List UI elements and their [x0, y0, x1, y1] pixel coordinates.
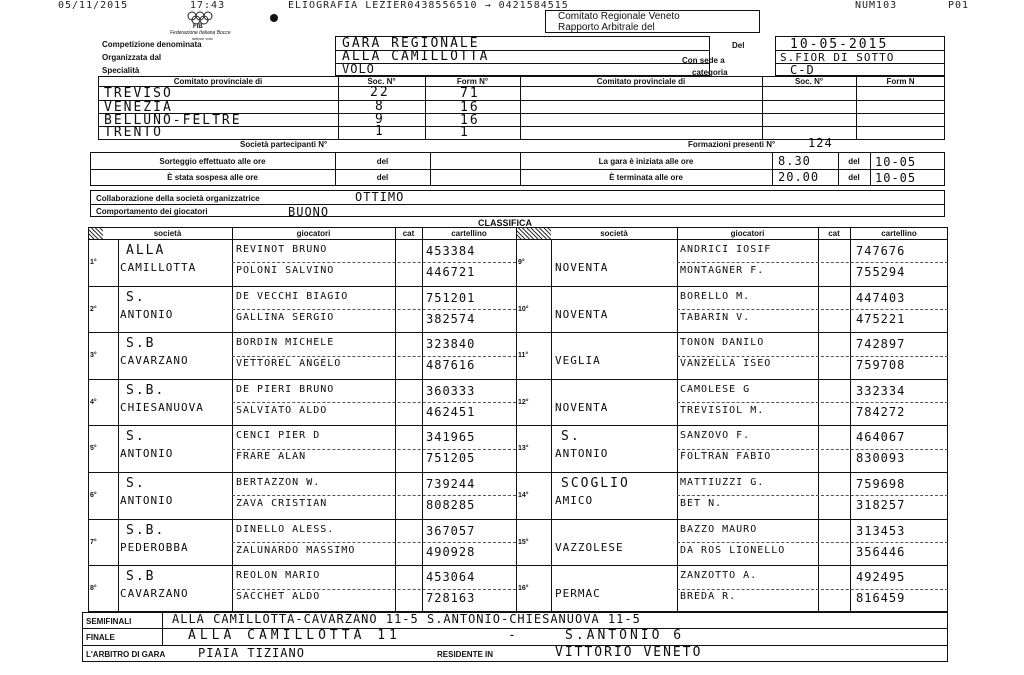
- player-1: TONON DANILO: [680, 337, 765, 349]
- cartellino-1: 492495: [856, 570, 906, 585]
- societa-line2: VEGLIA: [555, 354, 601, 368]
- province-form: 71: [460, 86, 480, 101]
- th-form-2: Form N: [886, 77, 915, 86]
- fax-header: [0, 0, 1024, 12]
- province-form: 16: [460, 113, 480, 128]
- label-del-sorteggio: del: [376, 157, 389, 166]
- societa-line2: NOVENTA: [555, 261, 609, 274]
- value-iniziata: 8.30: [778, 154, 811, 168]
- player-1: CAMOLESE G: [680, 383, 751, 395]
- position-label: 2°: [90, 305, 97, 313]
- societa-line1: S.: [126, 476, 146, 491]
- player-1: BERTAZZON W.: [236, 477, 321, 488]
- cartellino-2: 755294: [856, 265, 906, 279]
- societa-line1: S.: [126, 289, 146, 305]
- province-soc: 9: [375, 112, 385, 127]
- cartellino-1: 453384: [426, 244, 476, 258]
- cartellino-1: 341965: [426, 430, 476, 445]
- province-name: TRENTO: [104, 125, 163, 140]
- form-title-box: [545, 10, 760, 33]
- position-label: 8°: [90, 585, 97, 593]
- societa-line2: VAZZOLESE: [555, 540, 624, 554]
- societa-line2: CAVARZANO: [120, 354, 189, 368]
- player-1: BAZZO MAURO: [680, 523, 758, 535]
- cartellino-2: 751205: [426, 451, 476, 466]
- value-iniziata-del: 10-05: [875, 155, 917, 169]
- cartellino-1: 323840: [426, 337, 476, 352]
- label-semifinali: SEMIFINALI: [86, 617, 132, 626]
- cartellino-2: 462451: [426, 404, 476, 419]
- cartellino-1: 313453: [856, 523, 906, 538]
- province-form: 16: [460, 100, 480, 115]
- cartellino-1: 360333: [426, 383, 476, 398]
- th-societa-left: società: [153, 229, 182, 238]
- label-finale: FINALE: [86, 633, 115, 642]
- societa-line1: S.: [126, 429, 146, 445]
- label-sospesa: È stata sospesa alle ore: [167, 173, 258, 182]
- cartellino-2: 382574: [426, 311, 476, 326]
- player-1: BORDIN MICHELE: [236, 337, 335, 349]
- cartellino-2: 318257: [856, 498, 906, 512]
- value-finale-b: S.ANTONIO 6: [565, 628, 685, 643]
- value-comportamento: BUONO: [288, 205, 330, 219]
- province-name: TREVISO: [104, 86, 173, 101]
- th-soc-2: Soc. N°: [794, 77, 824, 86]
- label-con-sede: Con sede a: [682, 56, 725, 65]
- position-label: 1°: [90, 259, 97, 266]
- th-comitato: Comitato provinciale di: [173, 77, 263, 86]
- societa-line1: S.B.: [126, 382, 166, 398]
- position-label: 7°: [90, 538, 97, 546]
- player-2: POLONI SALVINO: [236, 265, 335, 276]
- th-soc: Soc. N°: [367, 77, 396, 86]
- province-soc: 8: [375, 99, 385, 114]
- player-2: BET N.: [680, 498, 723, 509]
- label-arbitro: L'ARBITRO DI GARA: [86, 650, 166, 659]
- position-label: 4°: [90, 398, 97, 406]
- player-2: MONTAGNER F.: [680, 265, 765, 276]
- player-1: DE VECCHI BIAGIO: [236, 290, 349, 302]
- label-collaborazione: Collaborazione della società organizzatrice: [96, 194, 260, 203]
- fax-page: P01: [948, 0, 970, 11]
- player-2: GALLINA SERGIO: [236, 311, 335, 323]
- fax-date: 05/11/2015: [58, 0, 129, 11]
- player-2: ZAVA CRISTIAN: [236, 498, 328, 509]
- fax-num: NUM103: [855, 0, 898, 11]
- position-label: 11°: [518, 352, 529, 360]
- province-form: 1: [460, 125, 470, 140]
- value-finale-a: ALLA CAMILLOTTA 11: [188, 628, 401, 643]
- title-line2: Rapporto Arbitrale del: [558, 22, 655, 33]
- player-1: ANDRICI IOSIF: [680, 244, 772, 255]
- value-finale-dash: -: [508, 628, 518, 643]
- cartellino-2: 816459: [856, 591, 906, 606]
- value-terminata: 20.00: [778, 170, 820, 184]
- cartellino-2: 728163: [426, 591, 476, 606]
- player-2: ZALUNARDO MASSIMO: [236, 544, 356, 556]
- th-form: Form N°: [456, 77, 489, 86]
- label-del-iniziata: del: [848, 157, 860, 166]
- player-1: MATTIUZZI G.: [680, 477, 765, 488]
- cartellino-1: 447403: [856, 290, 906, 305]
- player-1: REVINOT BRUNO: [236, 244, 328, 255]
- position-label: 12°: [518, 398, 529, 406]
- cartellino-1: 747676: [856, 244, 906, 258]
- societa-line2: CHIESANUOVA: [120, 400, 204, 414]
- cartellino-2: 475221: [856, 311, 906, 326]
- province-soc: 22: [370, 85, 390, 100]
- position-label: 6°: [90, 492, 97, 499]
- societa-line1: S.B: [126, 336, 156, 352]
- th-societa-right: società: [600, 229, 628, 238]
- societa-line1: S.: [561, 429, 581, 445]
- player-2: BREDA R.: [680, 591, 737, 603]
- player-2: SACCHET ALDO: [236, 591, 321, 603]
- cartellino-2: 446721: [426, 265, 476, 279]
- cartellino-1: 453064: [426, 570, 476, 585]
- hatch-corner-left: [89, 228, 103, 239]
- player-2: VANZELLA ISEO: [680, 358, 772, 370]
- societa-line2: NOVENTA: [555, 307, 609, 321]
- cartellino-2: 784272: [856, 404, 906, 419]
- province-name: VENEZIA: [104, 100, 173, 115]
- label-terminata: È terminata alle ore: [609, 173, 683, 182]
- value-collaborazione: OTTIMO: [355, 190, 405, 204]
- position-label: 15°: [518, 538, 529, 546]
- cartellino-1: 759698: [856, 477, 906, 491]
- societa-line2: ANTONIO: [555, 447, 609, 461]
- province-name: BELLUNO-FELTRE: [104, 113, 242, 128]
- cartellino-2: 356446: [856, 544, 906, 559]
- player-2: DA ROS LIONELLO: [680, 544, 786, 556]
- cartellino-1: 751201: [426, 290, 476, 305]
- cartellino-2: 487616: [426, 358, 476, 373]
- player-1: DINELLO ALESS.: [236, 523, 335, 535]
- th-giocatori-left: giocatori: [296, 229, 331, 238]
- hatch-corner-right: [516, 228, 551, 239]
- th-comitato-2: Comitato provinciale di: [596, 77, 686, 86]
- label-competizione: Competizione denominata: [102, 40, 202, 49]
- player-2: FOLTRAN FABIO: [680, 451, 772, 463]
- societa-line1: S.B.: [126, 522, 166, 538]
- position-label: 5°: [90, 445, 97, 453]
- label-organizzata: Organizzata dal: [102, 53, 162, 62]
- player-2: SALVIATO ALDO: [236, 404, 328, 416]
- value-semifinali: ALLA CAMILLOTTA-CAVARZANO 11-5 S.ANTONIO-CHIESANUOVA 11-5: [172, 612, 641, 626]
- player-1: DE PIERI BRUNO: [236, 383, 335, 395]
- societa-line2: CAMILLOTTA: [120, 261, 197, 274]
- th-cat-left: cat: [402, 229, 415, 238]
- value-arbitro: PIAIA TIZIANO: [198, 646, 305, 660]
- player-2: TABARIN V.: [680, 311, 751, 323]
- cartellino-2: 490928: [426, 544, 476, 559]
- value-categoria: C-D: [790, 63, 815, 77]
- societa-line1: S.B: [126, 569, 156, 585]
- player-1: REOLON MARIO: [236, 570, 321, 582]
- player-2: VETTOREL ANGELO: [236, 358, 342, 370]
- value-sede: S.FIOR DI SOTTO: [780, 51, 895, 64]
- player-2: FRARE ALAN: [236, 451, 307, 463]
- player-1: ZANZOTTO A.: [680, 570, 758, 582]
- classifica-title: CLASSIFICA: [478, 218, 532, 228]
- logo-line1: Federazione Italiana Bocce: [170, 30, 231, 36]
- societa-line2: PEDEROBBA: [120, 540, 189, 554]
- title-line1: Comitato Regionale Veneto: [558, 11, 680, 22]
- cartellino-2: 808285: [426, 498, 476, 512]
- player-1: SANZOVO F.: [680, 430, 751, 442]
- position-label: 14°: [518, 492, 529, 499]
- societa-line2: ANTONIO: [120, 307, 174, 321]
- societa-line1: ALLA: [126, 243, 166, 258]
- player-1: CENCI PIER D: [236, 430, 321, 442]
- fax-sender: ELIOGRAFIA LEZIER0438556510 → 0421584515: [288, 0, 569, 11]
- label-categoria: categoria: [692, 68, 728, 77]
- label-residente: RESIDENTE IN: [437, 650, 494, 659]
- label-del-terminata: del: [848, 173, 860, 182]
- value-organizzata: ALLA CAMILLOTTA: [342, 49, 490, 64]
- player-2: TREVISIOL M.: [680, 404, 765, 416]
- th-cat-right: cat: [828, 229, 840, 238]
- cartellino-2: 759708: [856, 358, 906, 373]
- th-giocatori-right: giocatori: [730, 229, 765, 238]
- label-iniziata: La gara è iniziata alle ore: [598, 157, 694, 166]
- position-label: 13°: [518, 445, 529, 453]
- position-label: 9°: [518, 259, 525, 266]
- logo-acronym: FIB: [193, 24, 203, 30]
- logo-line2: settore volo: [192, 36, 213, 41]
- value-terminata-del: 10-05: [875, 171, 917, 185]
- label-del: Del: [732, 41, 745, 50]
- societa-line2: PERMAC: [555, 587, 601, 601]
- label-del-sospesa: del: [376, 173, 389, 182]
- cartellino-1: 739244: [426, 477, 476, 491]
- cartellino-2: 830093: [856, 451, 906, 466]
- label-comportamento: Comportamento dei giocatori: [96, 207, 208, 216]
- societa-line2: CAVARZANO: [120, 587, 189, 601]
- cartellino-1: 367057: [426, 523, 476, 538]
- province-soc: 1: [375, 124, 385, 139]
- societa-line2: NOVENTA: [555, 400, 609, 414]
- value-residente: VITTORIO VENETO: [555, 645, 703, 660]
- fax-time: 17:43: [190, 0, 226, 11]
- label-specialita: Specialità: [102, 66, 140, 75]
- position-label: 16°: [518, 585, 529, 593]
- cartellino-1: 742897: [856, 337, 906, 352]
- societa-line1: SCOGLIO: [561, 476, 630, 491]
- bullet-icon: [270, 14, 278, 22]
- value-date: 10-05-2015: [790, 37, 889, 52]
- fib-logo: [165, 10, 235, 40]
- value-formazioni: 124: [808, 136, 833, 150]
- cartellino-1: 332334: [856, 383, 906, 398]
- label-formazioni-presenti: Formazioni presenti N°: [688, 140, 776, 149]
- th-cartellino-left: cartellino: [451, 229, 487, 238]
- societa-line2: ANTONIO: [120, 447, 174, 461]
- position-label: 10°: [518, 305, 529, 313]
- societa-line2: AMICO: [555, 494, 594, 507]
- societa-line2: ANTONIO: [120, 494, 174, 507]
- value-competizione: GARA REGIONALE: [342, 36, 480, 51]
- label-societa-partecipanti: Società partecipanti N°: [240, 140, 328, 149]
- position-label: 3°: [90, 352, 97, 360]
- value-specialita: VOLO: [342, 62, 375, 76]
- player-1: BORELLO M.: [680, 290, 751, 302]
- label-sorteggio: Sorteggio effettuato alle ore: [159, 157, 266, 166]
- th-cartellino-right: cartellino: [881, 229, 917, 238]
- cartellino-1: 464067: [856, 430, 906, 445]
